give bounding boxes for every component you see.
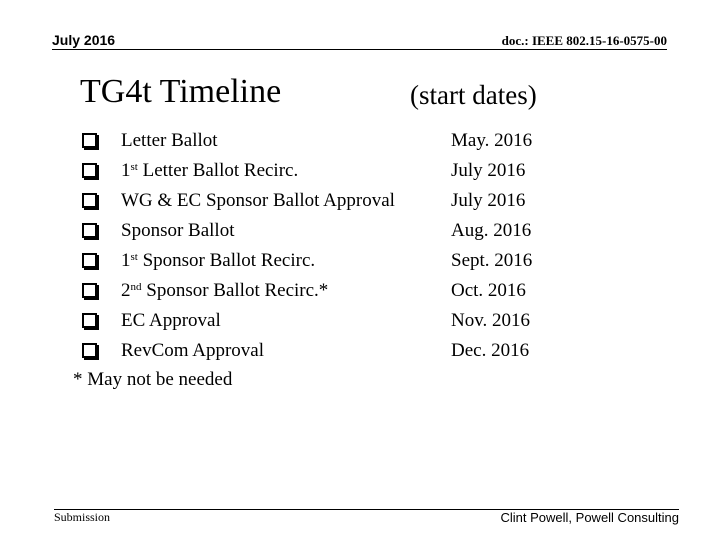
item-date: Aug. 2016 <box>451 220 532 241</box>
item-label: 1st Letter Ballot Recirc. <box>121 160 299 181</box>
timeline-item <box>0 130 720 160</box>
timeline-item <box>0 190 720 220</box>
item-label: 1st Sponsor Ballot Recirc. <box>121 250 316 271</box>
checkbox-bullet-icon <box>82 283 97 298</box>
item-date: July 2016 <box>451 160 526 181</box>
timeline-item <box>0 280 720 310</box>
item-label: Sponsor Ballot <box>121 220 235 241</box>
footnote: * May not be needed <box>73 369 233 390</box>
timeline-item <box>0 250 720 280</box>
item-date: July 2016 <box>451 190 526 211</box>
item-date: Sept. 2016 <box>451 250 533 271</box>
footer-submission: Submission <box>54 510 111 524</box>
item-label: WG & EC Sponsor Ballot Approval <box>121 190 395 211</box>
slide-title: TG4t Timeline <box>80 73 282 110</box>
item-date: May. 2016 <box>451 130 533 151</box>
checkbox-bullet-icon <box>82 193 97 208</box>
checkbox-bullet-icon <box>82 163 97 178</box>
timeline-item <box>0 160 720 190</box>
checkbox-bullet-icon <box>82 313 97 328</box>
footer-author: Clint Powell, Powell Consulting <box>500 510 679 525</box>
checkbox-bullet-icon <box>82 223 97 238</box>
header-doc-id: doc.: IEEE 802.15-16-0575-00 <box>501 33 667 48</box>
header-rule <box>52 49 667 50</box>
timeline-item <box>0 220 720 250</box>
item-label: 2nd Sponsor Ballot Recirc.* <box>121 280 329 301</box>
item-date: Dec. 2016 <box>451 340 530 361</box>
item-label: RevCom Approval <box>121 340 265 361</box>
item-date: Nov. 2016 <box>451 310 530 331</box>
item-label: EC Approval <box>121 310 221 331</box>
item-date: Oct. 2016 <box>451 280 526 301</box>
checkbox-bullet-icon <box>82 253 97 268</box>
slide-subtitle: (start dates) <box>410 80 537 110</box>
checkbox-bullet-icon <box>82 343 97 358</box>
item-label: Letter Ballot <box>121 130 218 151</box>
timeline-item <box>0 310 720 340</box>
timeline-item <box>0 340 720 370</box>
header-date: July 2016 <box>52 32 116 48</box>
checkbox-bullet-icon <box>82 133 97 148</box>
